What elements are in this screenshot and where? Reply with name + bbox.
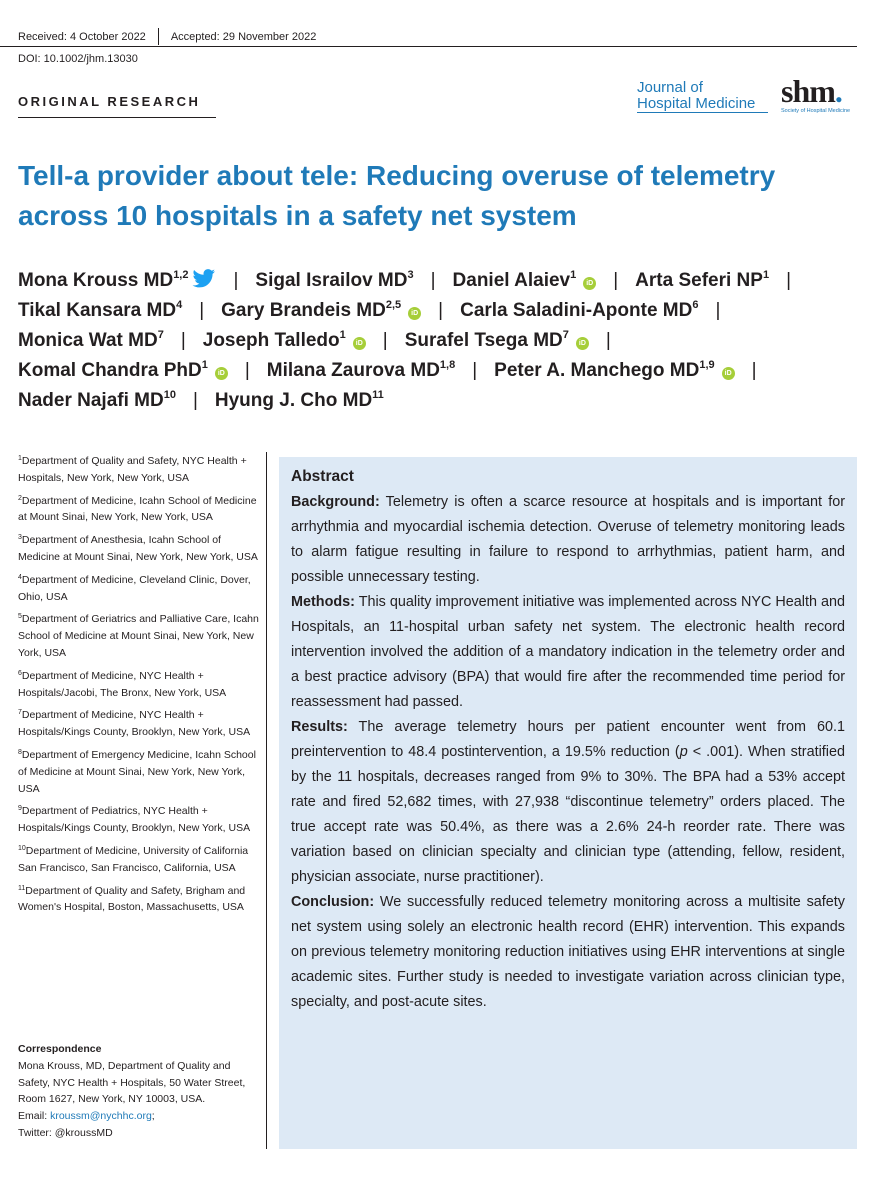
author-list — [18, 266, 868, 416]
author[interactable]: Monica Wat $MD^7$ — [18, 329, 164, 351]
author[interactable]: Hyung J. Cho MD$^{11}$ — [214, 389, 384, 411]
affiliation: $^8$Department of Emergency Medicine, Icahn School of Medicine at Mount Sinai, New York, New York, USA — [18, 748, 256, 795]
author[interactable]: Milana Zaurova MD$^{1,8}$ — [266, 359, 456, 381]
orcid-icon[interactable]: iD — [408, 307, 421, 320]
society-logo[interactable] — [781, 73, 851, 114]
abstract-box — [279, 457, 857, 1149]
section-underline — [18, 117, 216, 118]
author-separator: | — [613, 270, 619, 291]
received-date: Received: 4 October 2022 — [18, 30, 146, 43]
abstract-conclusion: Conclusion: We successfully reduced telemetry monitoring across a multisite safety net system using solely an electronic health record (EHR) intervention. This expands on previous telemetry monitoring reduction initiatives using EHR interventions at single academic sites. Further study is needed to investigate variation across clinician type, specialty, and post-acute sites. — [291, 894, 845, 1010]
email-link[interactable]: kroussm@nychhc.org — [50, 1110, 152, 1123]
society-name: Society of Hospital Medicine — [781, 108, 851, 114]
doi: DOI: 10.1002/jhm.13030 — [18, 53, 138, 65]
abstract-background: Background: Telemetry is often a scarce resource at hospitals and is important for arrhythmia and myocardial ischemia detection. Overuse of telemetry monitoring leads to alarm fatigue resulting in failure to respond to arrhythmias, patient harm, and possible unnecessary testing. — [291, 494, 845, 585]
author-separator: | — [199, 300, 205, 321]
author[interactable]: Carla Saladini-Aponte $MD^6$ — [460, 299, 699, 321]
journal-logo-rule — [637, 112, 768, 113]
society-mark: shm. — [781, 73, 842, 109]
journal-name-line2: Hospital Medicine — [637, 95, 756, 112]
affiliation: $^4$Department of Medicine, Cleveland Clinic, Dover, Ohio, USA — [18, 573, 251, 603]
author[interactable]: Gary Brandeis MD$^{2,5}$iD — [221, 300, 421, 321]
orcid-icon[interactable]: iD — [576, 337, 589, 350]
author[interactable]: Komal Chandra PhD$^1$iD — [18, 360, 228, 381]
affiliation: $^1$Department of Quality and Safety, NYC Health + Hospitals, New York, New York, USA — [18, 455, 247, 484]
author[interactable]: Mona Krouss MD$^{1,2}$ — [18, 270, 216, 291]
author-separator: | — [715, 300, 721, 321]
author-separator: | — [438, 300, 444, 321]
abstract-results: Results: The average telemetry hours per patient encounter went from 60.1 preintervention to 48.4 postintervention, a 19.5% reduction (p < .001). When stratified by the 11 hospitals, decreases ranged from 9% to 30%. The BPA had a 53% accept rate and fired 52,682 times, with 27,938 “discontinue telemetry” orders placed. The true accept rate was 50.4%, as there was a 2.6% 24-h reorder rate. There was variation based on clinician specialty and clinician type (attending, fellow, resident, physician associate, nurse practitioner). — [291, 719, 845, 885]
author-separator: | — [244, 360, 250, 381]
affiliation: $^5$Department of Geriatrics and Palliative Care, Icahn School of Medicine at Mount Sinai, New York, New York, USA — [18, 613, 259, 659]
author[interactable]: Nader Najafi MD$^{10}$ — [18, 389, 176, 411]
author[interactable]: Arta Seferi $NP^1$ — [635, 269, 770, 291]
orcid-icon[interactable]: iD — [583, 277, 596, 290]
author-separator: | — [180, 330, 186, 351]
affiliation: $^9$Department of Pediatrics, NYC Health + Hospitals/Kings County, Brooklyn, New York, USA — [18, 805, 251, 835]
orcid-icon[interactable]: iD — [722, 367, 735, 380]
affiliations — [18, 453, 260, 922]
correspondence — [18, 1041, 263, 1142]
header-rule — [0, 46, 857, 47]
twitter-icon[interactable] — [192, 269, 216, 288]
affiliation: $^3$Department of Anesthesia, Icahn School of Medicine at Mount Sinai, New York, New York, USA — [18, 534, 258, 563]
accepted-date: Accepted: 29 November 2022 — [170, 30, 317, 43]
date-divider — [158, 28, 159, 45]
correspondence-email-line: Email: kroussm@nychhc.org; — [18, 1110, 155, 1123]
orcid-icon[interactable]: iD — [353, 337, 366, 350]
abstract-heading: Abstract — [291, 468, 354, 485]
author-separator: | — [233, 270, 239, 291]
journal-name-line1: Journal of — [637, 79, 703, 96]
author-separator: | — [192, 390, 198, 411]
author[interactable]: Joseph Talledo$^1$iD — [203, 330, 366, 351]
abstract-methods: Methods: This quality improvement initiative was implemented across NYC Health and Hospitals, an 11-hospital urban safety net system. The electronic health record intervention involved the addition of a mandatory indication in the telemetry order and a best practice advisory (BPA) that would fire after the recommended time period for reassessment had passed. — [291, 594, 845, 710]
author-separator: | — [605, 330, 611, 351]
author[interactable]: Daniel Alaiev$^1$iD — [453, 270, 597, 291]
correspondence-heading: Correspondence — [18, 1043, 102, 1055]
correspondence-twitter: Twitter: @kroussMD — [18, 1126, 113, 1139]
affiliation: $^{11}$Department of Quality and Safety, Brigham and Women's Hospital, Boston, Massachusetts, USA — [18, 884, 246, 914]
journal-logo[interactable] — [637, 80, 755, 112]
author-separator: | — [751, 360, 757, 381]
author-separator: | — [430, 270, 436, 291]
affiliation: $^2$Department of Medicine, Icahn School of Medicine at Mount Sinai, New York, New York, USA — [18, 494, 257, 524]
affiliation: $^6$Department of Medicine, NYC Health + Hospitals/Jacobi, The Bronx, New York, USA — [18, 669, 227, 699]
article-dates — [18, 28, 316, 45]
orcid-icon[interactable]: iD — [215, 367, 228, 380]
author-separator: | — [382, 330, 388, 351]
author[interactable]: Sigal Israilov $MD^3$ — [255, 269, 414, 291]
affiliation: $^{10}$Department of Medicine, University of California San Francisco, San Francisco, California, USA — [18, 844, 249, 874]
author-separator: | — [472, 360, 478, 381]
author[interactable]: Peter A. Manchego MD$^{1,9}$iD — [494, 360, 734, 381]
affiliation: $^7$Department of Medicine, NYC Health + Hospitals/Kings County, Brooklyn, New York, USA — [18, 709, 251, 739]
column-divider — [266, 452, 267, 1149]
section-label: ORIGINAL RESEARCH — [18, 94, 201, 109]
author-separator: | — [786, 270, 792, 291]
article-title: Tell-a provider about tele: Reducing overuse of telemetry across 10 hospitals in a safety net system — [18, 160, 776, 231]
correspondence-address: Mona Krouss, MD, Department of Quality and Safety, NYC Health + Hospitals, 50 Water Street, Room 1627, New York, NY 10003, USA. — [18, 1059, 246, 1106]
author[interactable]: Surafel Tsega $MD^7iD$ — [405, 330, 589, 351]
author[interactable]: Tikal Kansara $MD^4$ — [18, 299, 183, 321]
